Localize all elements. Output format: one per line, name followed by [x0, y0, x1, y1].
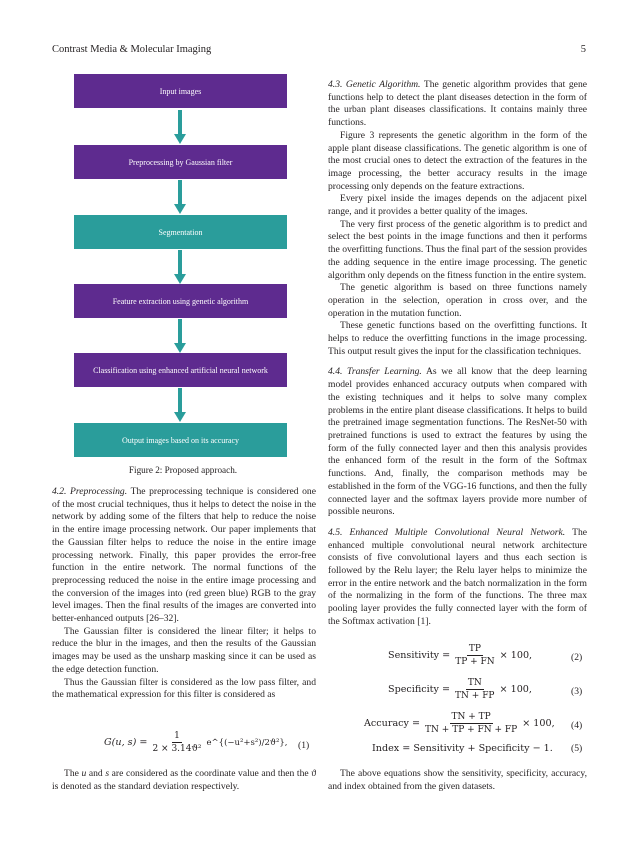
page-number: 5	[580, 44, 586, 55]
flow-arrow	[174, 110, 186, 144]
flow-box-input-images: Input images	[74, 74, 287, 108]
section-heading-transfer-learning: 4.4. Transfer Learning.	[328, 366, 422, 378]
paragraph: The preprocessing technique is considered one of the most crucial techniques, thus it helps to detect the noise in the network by adding some of the filters that help to reduce the noise in the entire image processing network. Our paper implements that the Gaussian filter helps to reduce the noise in the entire image processing network. Finally, this paper provides the error-free function in the entire network. The normal functions of the preprocessing reduced the noise in the entire image processing and the conversion of the images into (red green blue) RGB to the gray level images. Then the final results of the images are converted into better-enhanced outputs [26–32].	[52, 486, 316, 625]
section-heading-preprocessing: 4.2. Preprocessing.	[52, 486, 128, 497]
paragraph: The Gaussian filter is considered the linear filter; it helps to reduce the blur in the images, and then the results of the Gaussian images may be used as the unsharp masking since it can be used as the edge detection function.	[52, 625, 316, 675]
equation-1	[104, 731, 288, 754]
left-column	[52, 486, 316, 702]
equation-tail: × 100,	[499, 650, 533, 661]
equation-tail: × 100,	[522, 718, 555, 729]
running-header-journal: Contrast Media & Molecular Imaging	[52, 44, 212, 55]
paragraph: The genetic algorithm provides that gene functions help to detect the plant diseases detection in the form of the urban plant diseases classifications. It contains mainly three functions.	[328, 79, 587, 129]
figure-caption: Figure 2: Proposed approach.	[128, 465, 238, 475]
flow-box-segmentation: Segmentation	[74, 215, 287, 249]
flow-arrow	[174, 388, 186, 422]
equation-number: (5)	[571, 743, 583, 754]
paragraph: The enhanced multiple convolutional neural network architecture consists of five convolutional layers and thus each section is followed by the Relu layer; the Relu layer helps to minimize the error in the entire network and the batch normalization in the form of the normalizing in the form of the functions. The three max pooling layer provides the fully connected layer with the form of the Softmax activation [1].	[328, 526, 587, 627]
equation-fraction	[423, 712, 519, 735]
equation-number: (2)	[571, 652, 583, 663]
right-column	[328, 79, 587, 629]
equation-fraction	[453, 678, 496, 701]
equation-fraction	[150, 731, 203, 754]
equation-2	[388, 644, 532, 667]
equation-number: (1)	[298, 740, 310, 751]
equation-denominator: TN + FP	[455, 691, 495, 701]
section-heading-emcnn: 4.5. Enhanced Multiple Convolutional Neural Network.	[328, 526, 566, 538]
equation-denominator: TP + FN	[455, 657, 495, 667]
paragraph: Every pixel inside the images depends on the adjacent pixel range, and it provides a better quality of the images.	[328, 193, 587, 218]
equation-3	[388, 678, 532, 701]
flow-arrow	[174, 180, 186, 214]
flow-box-classification: Classification using enhanced artificial neural network	[74, 353, 287, 387]
equation-numerator: TN	[467, 678, 482, 688]
equation-exponent: e^{(−u²+s²)/2ϑ²},	[206, 737, 288, 748]
equation-numerator: 1	[174, 731, 180, 741]
paragraph: As we all know that the deep learning model provides enhanced accuracy outputs when compared with the existing techniques and it helps to solve many complex problems in the entire plant disease classifications. It helps to build the pretrained image segmentation functions. The ResNet-50 with pretrained functions is used to extract the features by using the form of the fully connected layer and then this analysis provides the enhanced form of the result in the form of the Softmax functions. And, finally, the comparison methods may be established in the form of the VGG-16 functions, and then the fully connected layer and the softmax layers provide more number of possible neurons.	[328, 366, 588, 518]
equation-lhs: Sensitivity =	[388, 650, 451, 661]
equation-lhs: Specificity =	[388, 684, 451, 695]
section-heading-genetic-algorithm: 4.3. Genetic Algorithm.	[328, 79, 421, 90]
equation-denominator: TN + TP + FN + FP	[425, 725, 518, 735]
equation-numerator: TP	[468, 644, 481, 654]
equation-lhs: Accuracy =	[364, 718, 421, 729]
paragraph: The u and s are considered as the coordinate value and then the ϑ is denoted as the standard deviation respectively.	[52, 768, 316, 792]
equation-tail: × 100,	[499, 684, 532, 695]
equation-number: (4)	[571, 720, 583, 731]
equation-fraction	[453, 644, 496, 667]
equation-5: Index = Sensitivity + Specificity − 1.	[372, 743, 553, 754]
equation-4	[364, 712, 555, 735]
flow-arrow	[174, 250, 186, 284]
paragraph: These genetic functions based on the overfitting functions. It helps to reduce the overfitting functions in the image processing. This output result gives the input for the classification techniques.	[328, 320, 587, 357]
flow-box-preprocessing: Preprocessing by Gaussian filter	[74, 145, 287, 179]
equation-denominator: 2 × 3.14ϑ²	[152, 744, 202, 754]
flow-arrow	[174, 319, 186, 353]
equation-number: (3)	[571, 686, 583, 697]
flow-box-feature-extraction: Feature extraction using genetic algorithm	[74, 284, 287, 318]
paragraph: Thus the Gaussian filter is considered as the low pass filter, and the mathematical expression for this filter is considered as	[52, 676, 316, 701]
flow-box-output-images: Output images based on its accuracy	[74, 423, 287, 457]
equation-lhs: G(u, s) =	[104, 737, 148, 748]
paragraph: The genetic algorithm is based on three functions namely operation in the selection, operation in cross over, and the operation in the mutation function.	[328, 282, 587, 319]
paragraph: The very first process of the genetic algorithm is to predict and select the best points in the image functions and then it performs the overfitting functions. Thus the final part of the session provides the adding sequence in the entire image processing. The genetic algorithm only depends on the fitness function in the entire system.	[328, 218, 587, 281]
equation-numerator: TN + TP	[451, 712, 491, 722]
paragraph-closing: The above equations show the sensitivity, specificity, accuracy, and index obtained from the given datasets.	[328, 768, 587, 792]
paragraph: Figure 3 represents the genetic algorithm in the form of the apple plant disease classifications. The genetic algorithm is one of the most crucial ones to detect the extraction of the features in the image processing, the better accuracy results in the image processing only depends on the feature extractions.	[328, 129, 587, 192]
